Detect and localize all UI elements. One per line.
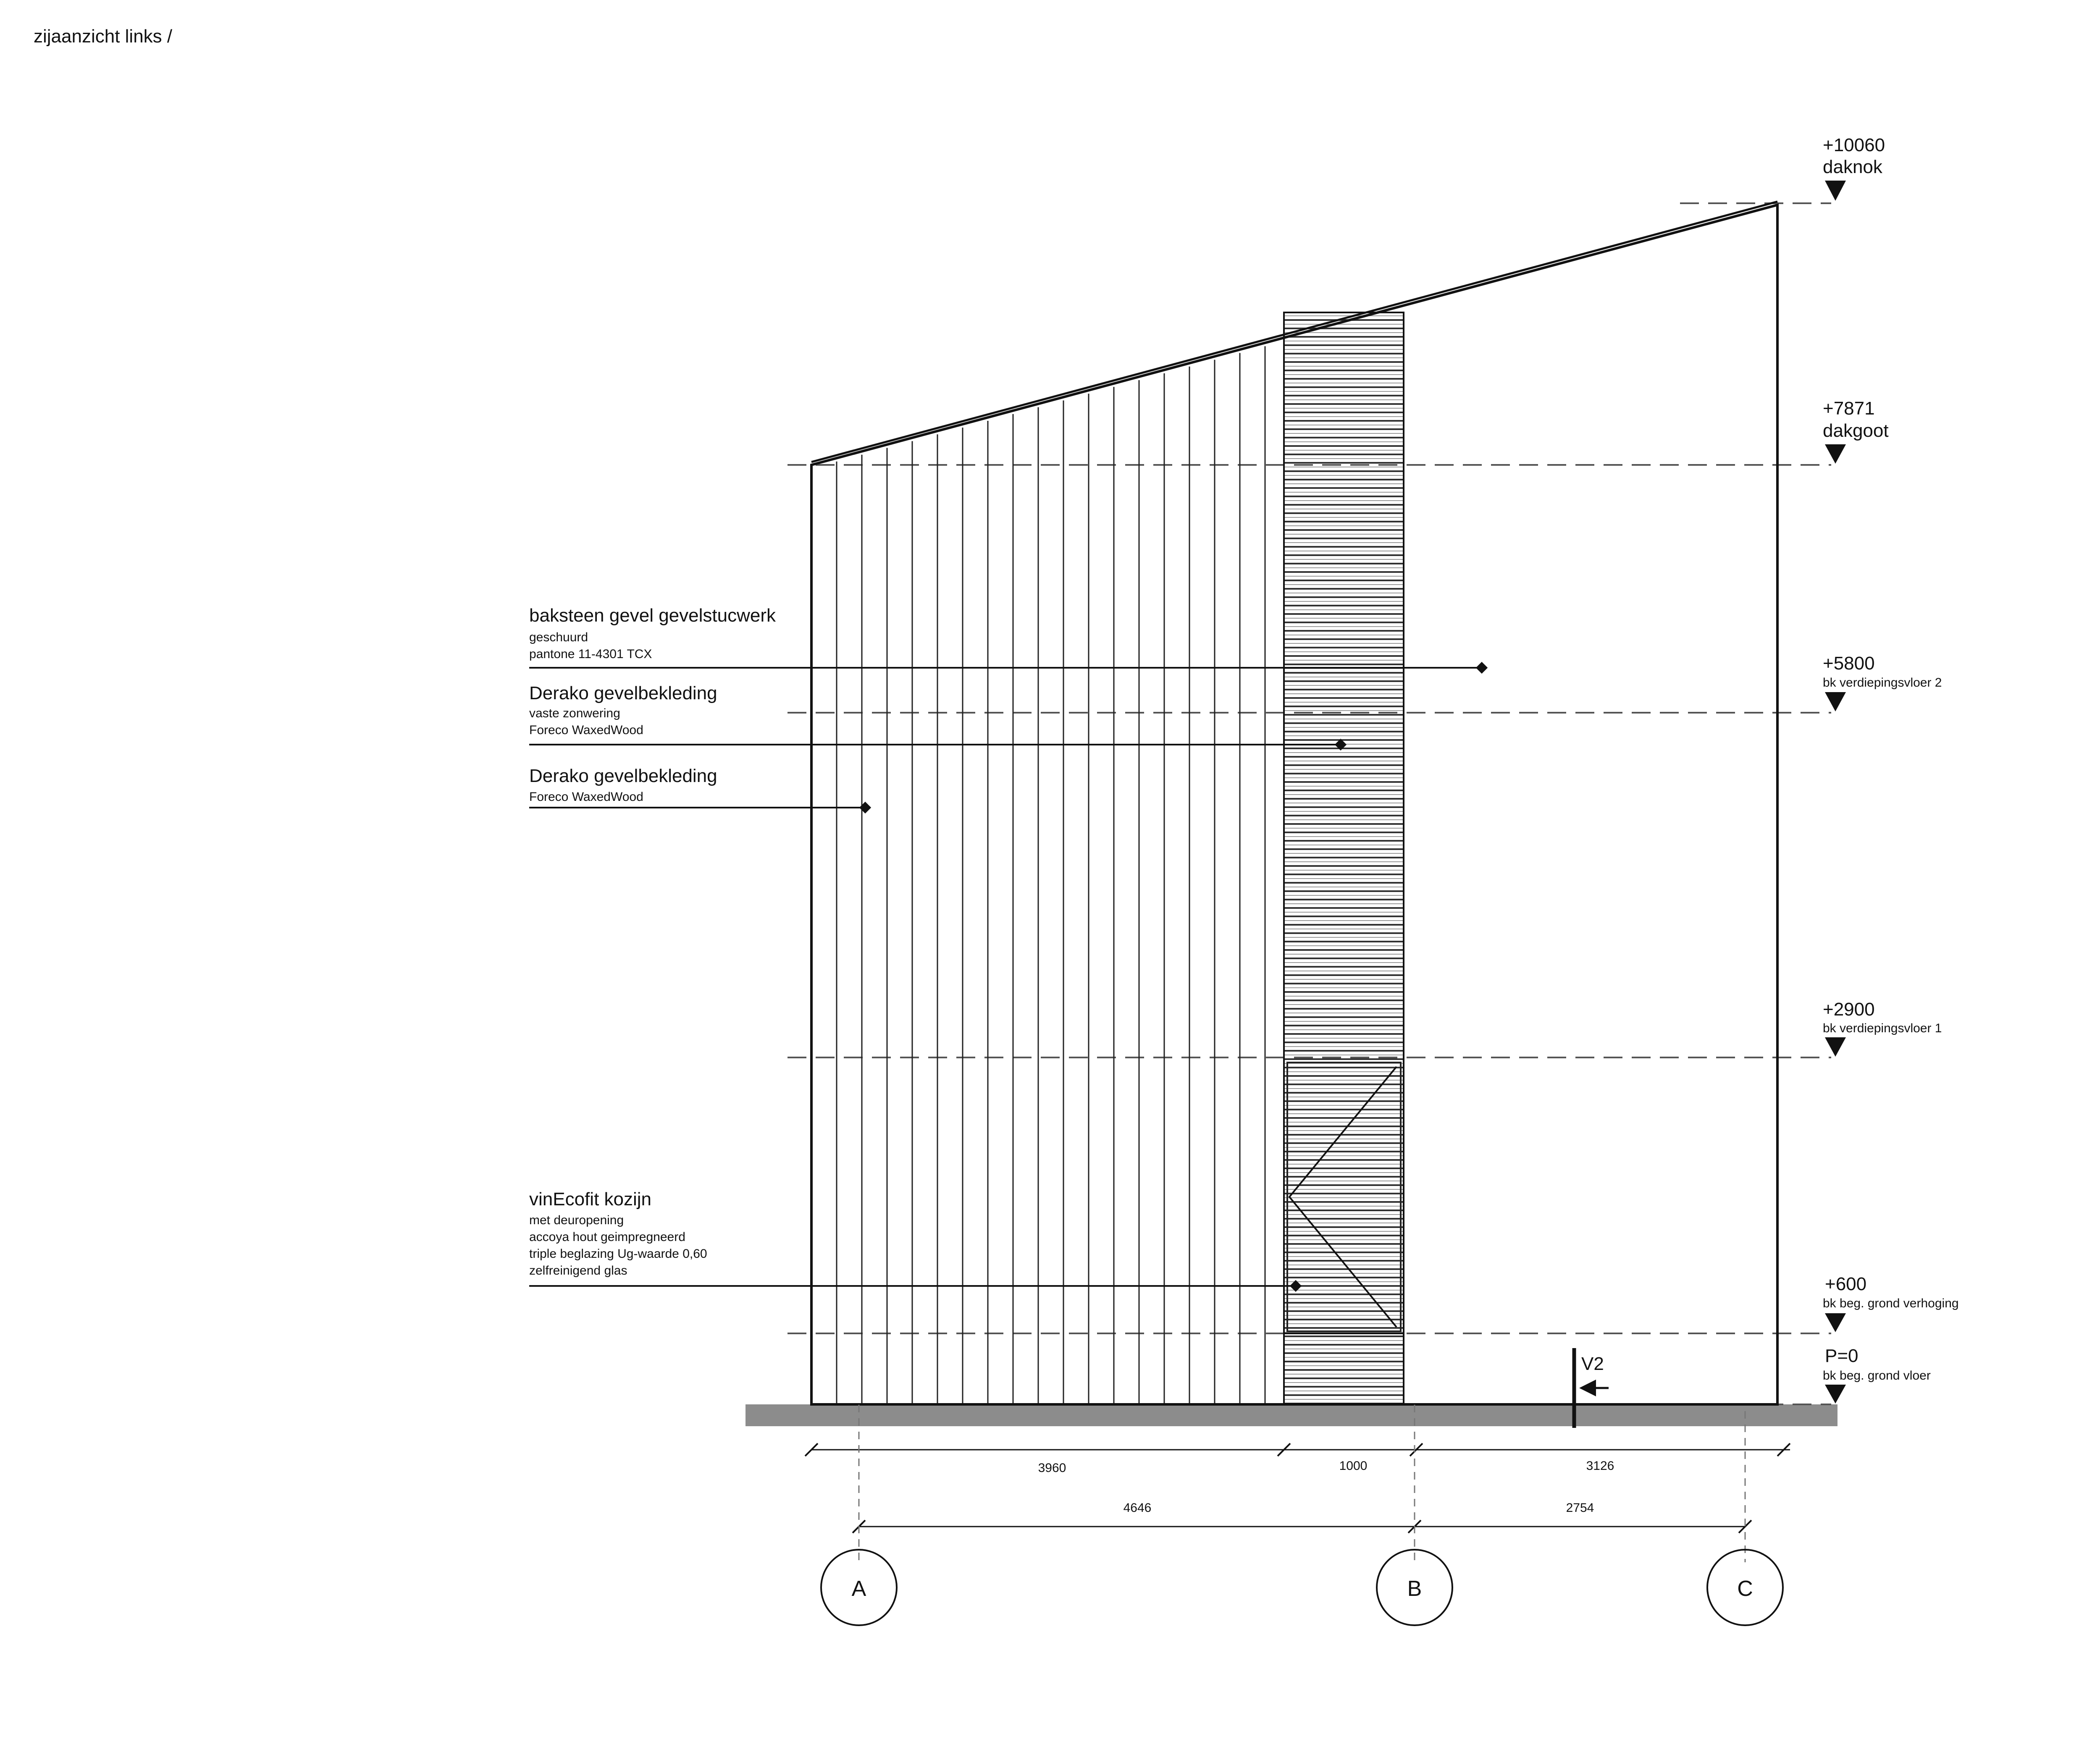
svg-text:Foreco WaxedWood: Foreco WaxedWood <box>529 723 643 737</box>
annotation-derako <box>529 766 871 813</box>
svg-text:P=0: P=0 <box>1825 1346 1858 1366</box>
dimension-texts <box>1038 1459 1614 1515</box>
svg-text:C: C <box>1737 1577 1753 1601</box>
svg-text:vinEcofit kozijn: vinEcofit kozijn <box>529 1189 652 1210</box>
svg-text:Foreco WaxedWood: Foreco WaxedWood <box>529 790 643 804</box>
level-marker-verhoging <box>1823 1274 1959 1332</box>
dimension-text: 3960 <box>1038 1461 1066 1475</box>
level-marker-dakgoot <box>1823 398 1889 464</box>
svg-text:baksteen gevel gevelstucwerk: baksteen gevel gevelstucwerk <box>529 605 776 626</box>
level-marker-vloer1 <box>1823 999 1942 1057</box>
section-arrow-icon <box>1579 1380 1596 1396</box>
level-marker-vloer <box>1823 1346 1931 1404</box>
dimension-text: 2754 <box>1566 1501 1594 1515</box>
ground-slab <box>746 1404 1838 1426</box>
svg-text:met deuropening: met deuropening <box>529 1213 624 1227</box>
wood-cladding-lines <box>837 346 1265 1404</box>
svg-text:Derako gevelbekleding: Derako gevelbekleding <box>529 766 717 786</box>
svg-text:bk beg. grond vloer: bk beg. grond vloer <box>1823 1369 1931 1383</box>
svg-text:+7871: +7871 <box>1823 398 1875 419</box>
svg-text:B: B <box>1407 1577 1422 1601</box>
svg-text:triple beglazing Ug-waarde 0,6: triple beglazing Ug-waarde 0,60 <box>529 1247 707 1261</box>
dimension-text: 3126 <box>1586 1459 1614 1473</box>
annotation-kozijn <box>529 1189 1302 1292</box>
svg-text:daknok: daknok <box>1823 157 1882 177</box>
svg-text:bk beg. grond verhoging: bk beg. grond verhoging <box>1823 1296 1959 1310</box>
svg-text:zelfreinigend glas: zelfreinigend glas <box>529 1264 627 1278</box>
level-triangle-icon <box>1825 692 1846 711</box>
svg-text:vaste zonwering: vaste zonwering <box>529 706 620 720</box>
svg-text:+2900: +2900 <box>1823 999 1875 1020</box>
svg-text:pantone 11-4301 TCX: pantone 11-4301 TCX <box>529 647 652 661</box>
level-triangle-icon <box>1825 181 1846 201</box>
level-marker-vloer2 <box>1823 653 1942 711</box>
page-title: zijaanzicht links / <box>34 26 173 47</box>
level-triangle-icon <box>1825 1313 1846 1332</box>
dimension-text: 4646 <box>1123 1501 1152 1515</box>
dimension-lines <box>805 1405 1790 1562</box>
level-marker-daknok <box>1823 135 1885 201</box>
svg-text:accoya hout geimpregneerd: accoya hout geimpregneerd <box>529 1230 685 1244</box>
level-triangle-icon <box>1825 1385 1846 1404</box>
leader-dot-icon <box>859 802 871 813</box>
axis-bubble-a <box>821 1550 897 1625</box>
axis-bubbles <box>821 1550 1783 1625</box>
sunscreen-strip <box>1284 312 1404 1404</box>
level-markers <box>1823 135 1959 1404</box>
svg-text:+5800: +5800 <box>1823 653 1875 674</box>
level-triangle-icon <box>1825 444 1846 464</box>
level-triangle-icon <box>1825 1037 1846 1057</box>
svg-text:geschuurd: geschuurd <box>529 630 588 644</box>
svg-text:A: A <box>851 1577 866 1601</box>
svg-text:Derako gevelbekleding: Derako gevelbekleding <box>529 683 717 703</box>
svg-text:bk verdiepingsvloer 1: bk verdiepingsvloer 1 <box>1823 1021 1942 1035</box>
svg-text:dakgoot: dakgoot <box>1823 420 1889 441</box>
dimension-text: 1000 <box>1339 1459 1368 1473</box>
svg-text:+600: +600 <box>1825 1274 1867 1294</box>
svg-text:bk verdiepingsvloer 2: bk verdiepingsvloer 2 <box>1823 676 1942 690</box>
svg-text:V2: V2 <box>1581 1354 1604 1374</box>
leader-dot-icon <box>1476 662 1488 674</box>
axis-bubble-b <box>1377 1550 1452 1625</box>
svg-text:+10060: +10060 <box>1823 135 1885 155</box>
